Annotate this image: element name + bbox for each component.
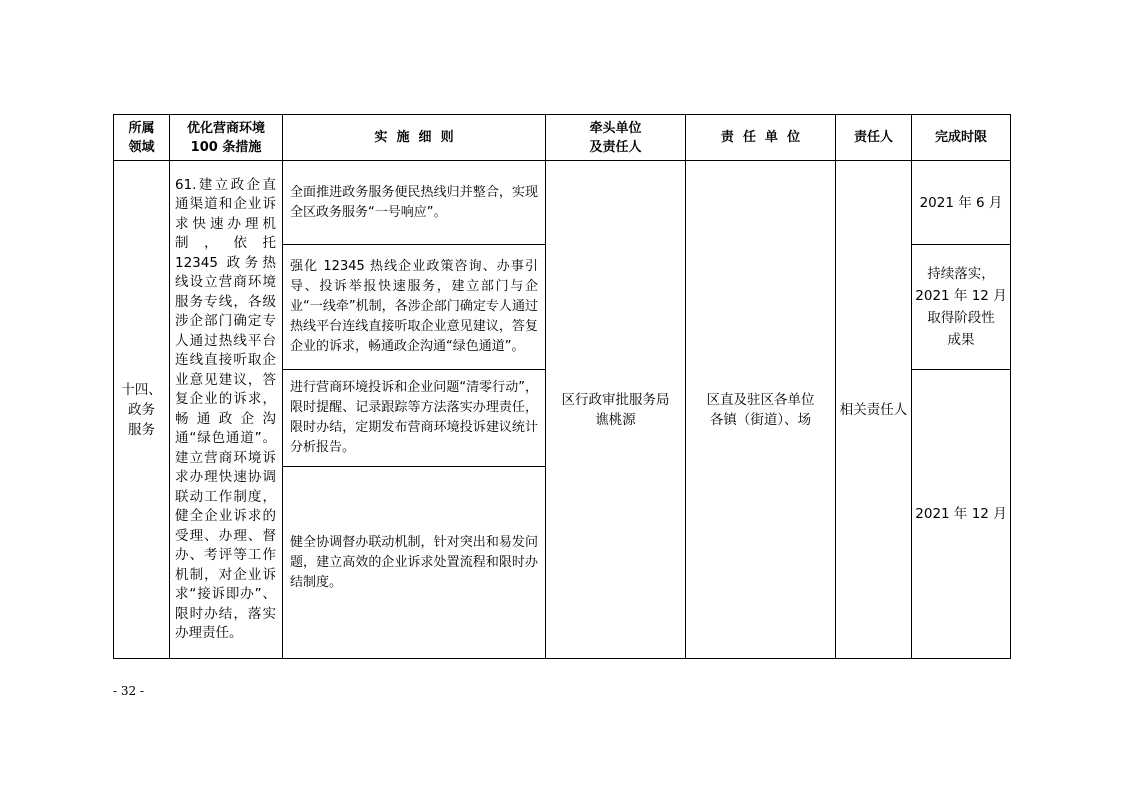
- measure-cell: 61.建立政企直通渠道和企业诉求快速办理机制，依托 12345 政务热线设立营商环境服务专线，各级涉企部门确定专人通过热线平台连线直接听取企业意见建议，答复企业的诉求，畅通政企沟通“绿色通道”。建立营商环境诉求办理快速协调联动工作制度，健全企业诉求的受理、办理、督办、考评等工作机制，对企业诉求“接诉即办”、限时办结，落实办理责任。: [170, 161, 283, 659]
- person-cell: 相关责任人: [836, 161, 912, 659]
- resp-unit-cell: 区直及驻区各单位 各镇（街道）、场: [686, 161, 836, 659]
- header-area: 所属 领域: [114, 115, 170, 161]
- area-cell: 十四、 政务 服务: [114, 161, 170, 659]
- header-deadline: 完成时限: [912, 115, 1011, 161]
- header-resp-unit: 责 任 单 位: [686, 115, 836, 161]
- header-person: 责任人: [836, 115, 912, 161]
- deadline-cell-1: 2021 年 6 月: [912, 161, 1011, 245]
- detail-cell-2: 强化 12345 热线企业政策咨询、办事引导、投诉举报快速服务，建立部门与企业“一线牵”机制，各涉企部门确定专人通过热线平台连线直接听取企业意见建议，答复企业的诉求，畅通政企沟通“绿色通道”。: [283, 245, 546, 370]
- header-detail: 实 施 细 则: [283, 115, 546, 161]
- header-lead: 牵头单位 及责任人: [546, 115, 686, 161]
- detail-cell-3: 进行营商环境投诉和企业问题“清零行动”，限时提醒、记录跟踪等方法落实办理责任，限时办结，定期发布营商环境投诉建议统计分析报告。: [283, 370, 546, 467]
- header-measure: 优化营商环境 100 条措施: [170, 115, 283, 161]
- table-row: [114, 161, 1011, 245]
- header-row: [114, 115, 1011, 161]
- lead-unit-cell: 区行政审批服务局 谯桃源: [546, 161, 686, 659]
- measures-table: [113, 114, 1011, 659]
- detail-cell-1: 全面推进政务服务便民热线归并整合，实现全区政务服务“一号响应”。: [283, 161, 546, 245]
- deadline-cell-2: 持续落实， 2021 年 12 月 取得阶段性 成果: [912, 245, 1011, 370]
- page-number: - 32 -: [113, 684, 145, 698]
- deadline-cell-3: 2021 年 12 月: [912, 370, 1011, 659]
- detail-cell-4: 健全协调督办联动机制，针对突出和易发问题，建立高效的企业诉求处置流程和限时办结制度。: [283, 467, 546, 659]
